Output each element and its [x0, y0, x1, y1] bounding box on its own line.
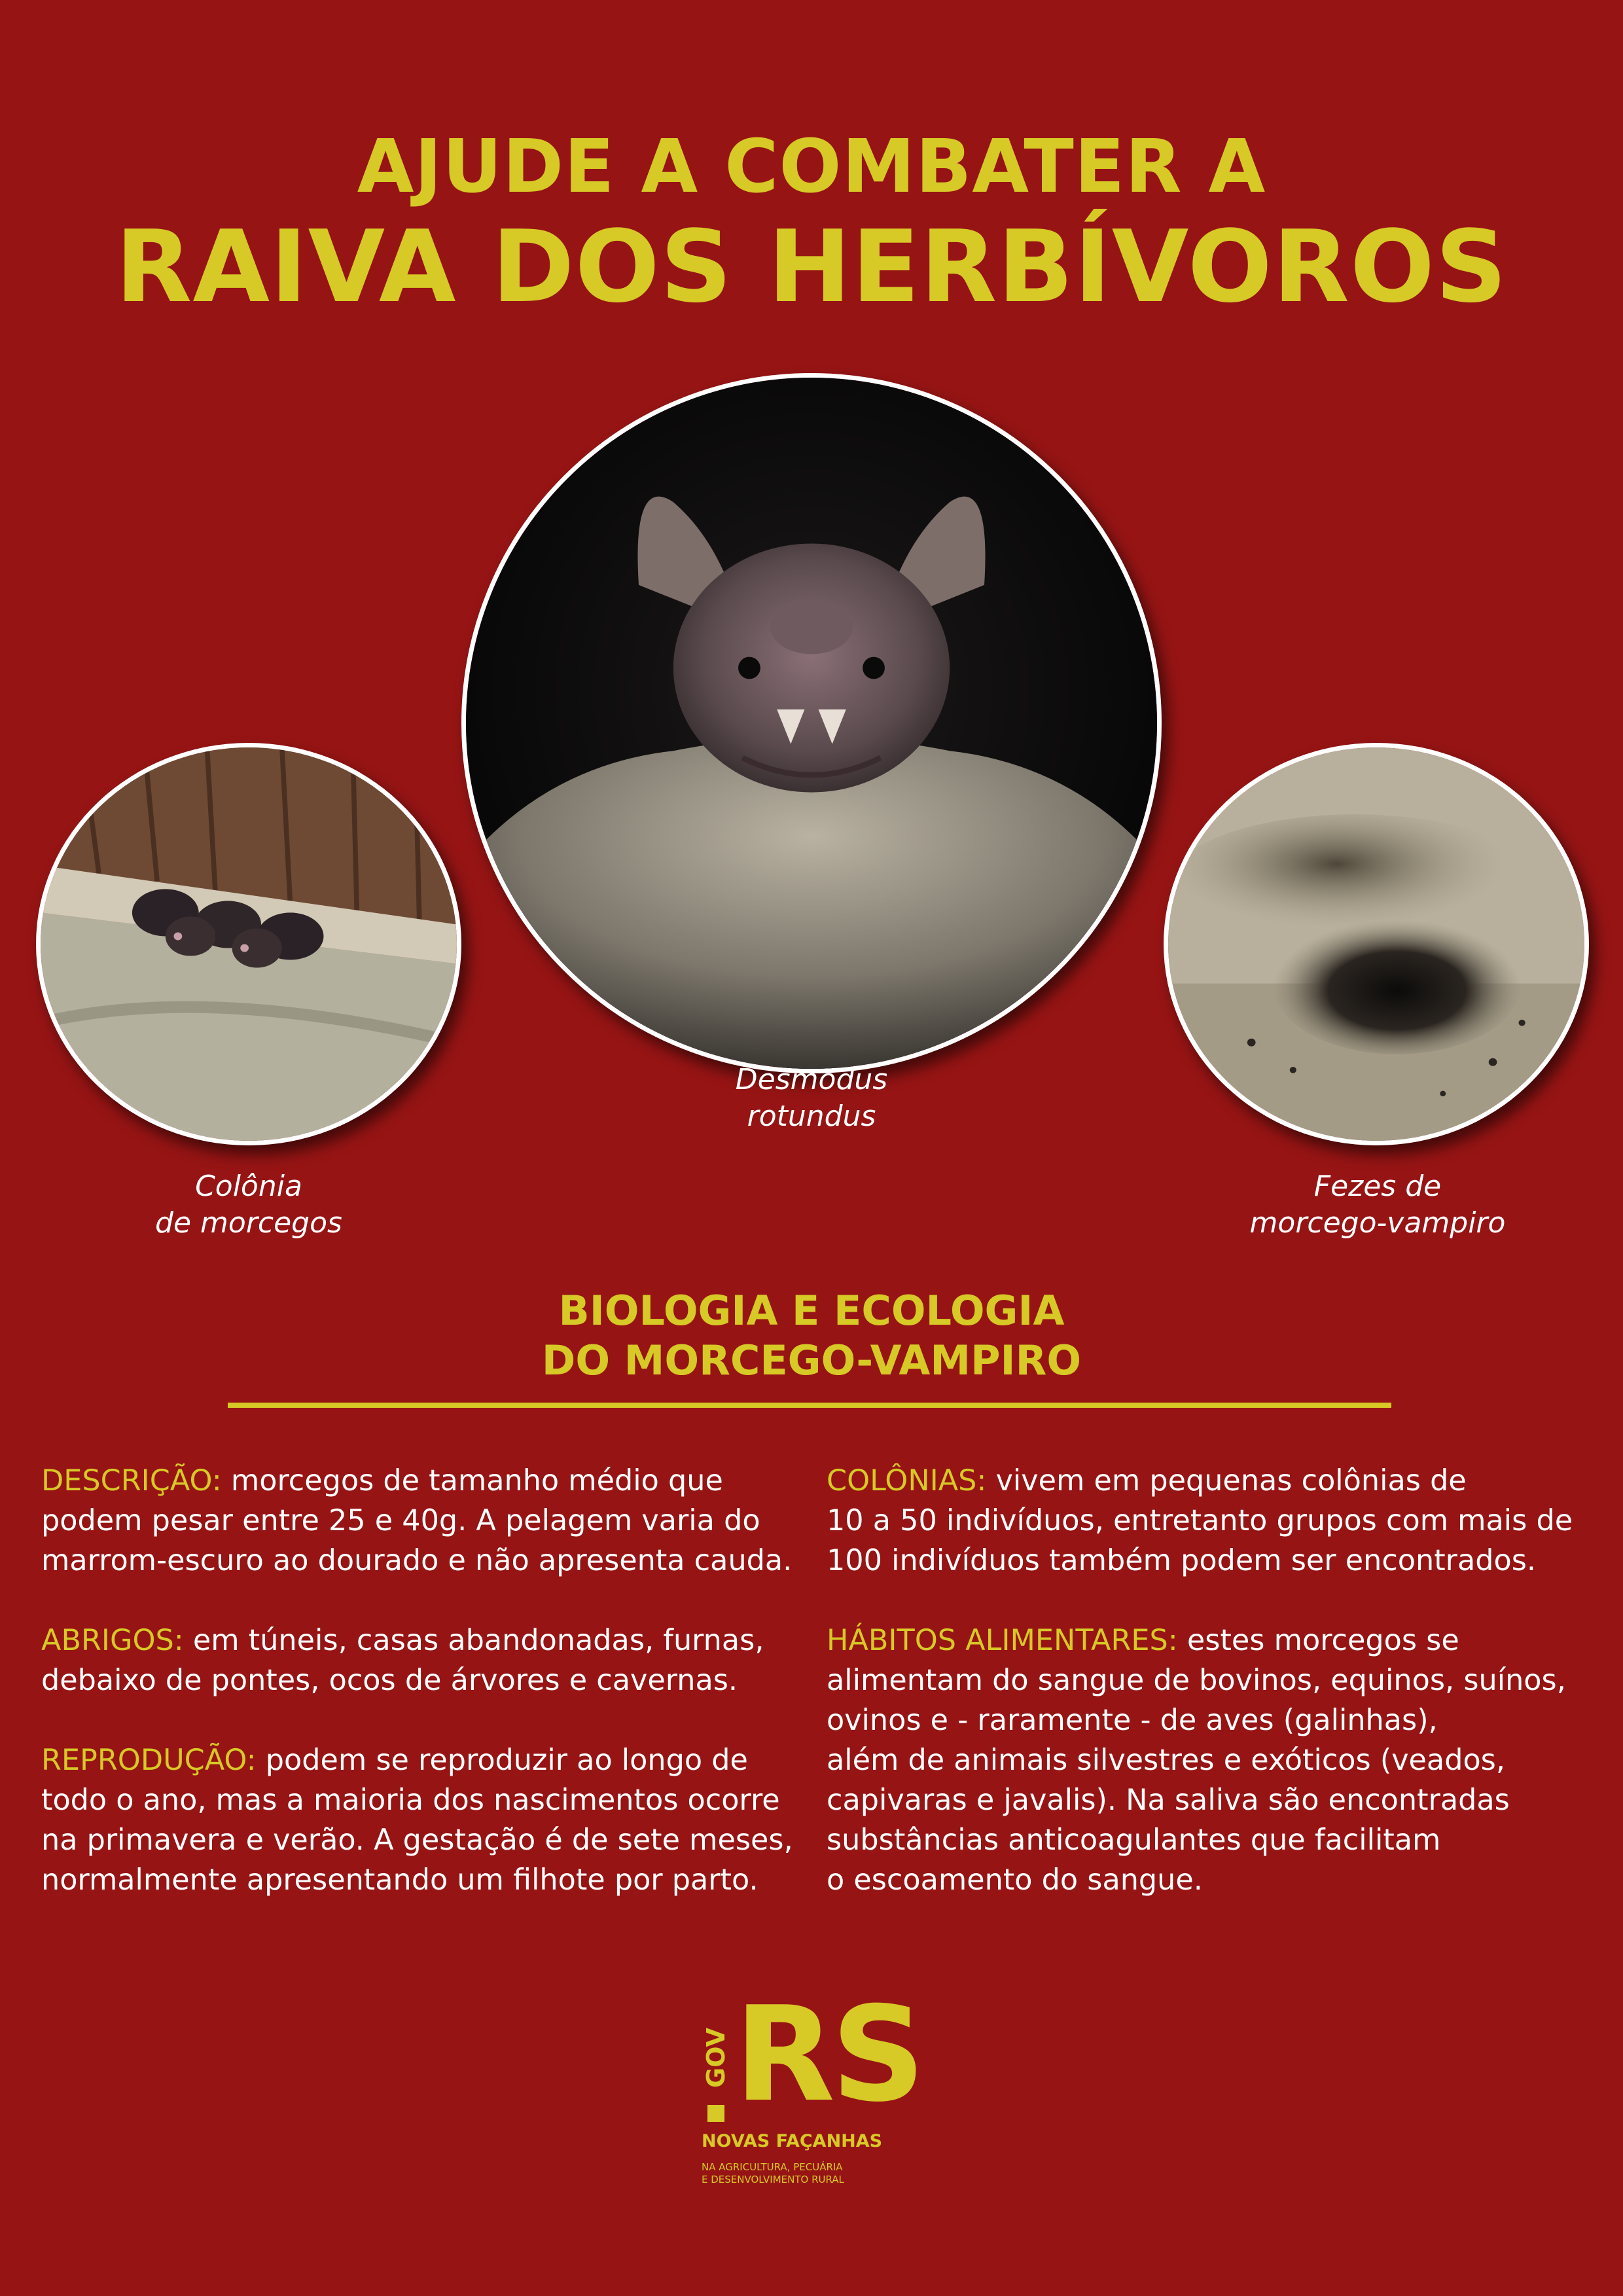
caption-line: rotundus [747, 1100, 876, 1133]
paragraph-text: podem se reproduzir ao longo de [256, 1744, 748, 1777]
paragraph-label: REPRODUÇÃO: [41, 1744, 257, 1777]
gov-rs-logo [702, 1979, 924, 2185]
logo-subtitle-line: E DESENVOLVIMENTO RURAL [702, 2174, 844, 2185]
paragraph-line: capivaras e javalis). Na saliva são encontradas [827, 1784, 1510, 1817]
paragraph-line: marrom-escuro ao dourado e não apresenta cauda. [41, 1544, 793, 1577]
caption-line: Colônia [195, 1170, 302, 1203]
paragraph-line: todo o ano, mas a maioria dos nascimentos ocorre [41, 1784, 780, 1817]
section-title [0, 1286, 1623, 1386]
paragraph-label: DESCRIÇÃO: [41, 1464, 222, 1498]
vampire-bat-caption [658, 1062, 965, 1135]
paragraph-label: ABRIGOS: [41, 1624, 184, 1657]
paragraph-line: debaixo de pontes, ocos de árvores e cavernas. [41, 1664, 738, 1697]
logo-gov-text: GOV [702, 2028, 730, 2088]
caption-line: de morcegos [155, 1206, 342, 1240]
paragraph-text: estes morcegos se [1177, 1624, 1459, 1657]
paragraph-line [41, 1621, 813, 1660]
paragraph-text: morcegos de tamanho médio que [221, 1464, 723, 1498]
paragraph-line [41, 1740, 813, 1780]
paragraph-line: o escoamento do sangue. [827, 1863, 1203, 1897]
left-column [41, 1461, 813, 1940]
caption-line: Fezes de [1313, 1170, 1442, 1203]
bat-colony-caption [85, 1168, 412, 1242]
title-line-1: AJUDE A COMBATER A [357, 124, 1266, 209]
paragraph-abrigos [41, 1621, 813, 1700]
paragraph-line: 100 indivíduos também podem ser encontrados. [827, 1544, 1537, 1577]
paragraph-label: HÁBITOS ALIMENTARES: [827, 1624, 1178, 1657]
paragraph-text: vivem em pequenas colônias de [986, 1464, 1467, 1498]
section-divider [228, 1403, 1391, 1408]
paragraph-line: alimentam do sangue de bovinos, equinos, suínos, [827, 1664, 1566, 1697]
paragraph-line: além de animais silvestres e exóticos (veados, [827, 1744, 1505, 1777]
paragraph-text: em túneis, casas abandonadas, furnas, [183, 1624, 764, 1657]
paragraph-line [827, 1461, 1599, 1501]
logo-subtitle [702, 2161, 924, 2186]
vampire-bat-photo [461, 373, 1162, 1073]
paragraph-line: ovinos e - raramente - de aves (galinhas), [827, 1704, 1438, 1737]
paragraph-reproducao [41, 1740, 813, 1900]
logo-tagline: NOVAS FAÇANHAS [702, 2131, 883, 2151]
logo-subtitle-line: NA AGRICULTURA, PECUÁRIA [702, 2161, 843, 2173]
section-title-line: DO MORCEGO-VAMPIRO [541, 1336, 1082, 1384]
paragraph-label: COLÔNIAS: [827, 1464, 987, 1498]
paragraph-line: substâncias anticoagulantes que facilitam [827, 1823, 1441, 1857]
paragraph-line [41, 1461, 813, 1501]
right-column [827, 1461, 1599, 1940]
vampire-bat-feces-caption [1185, 1168, 1571, 1242]
logo-rs-text: RS [734, 1979, 922, 2131]
caption-line: morcego-vampiro [1249, 1206, 1506, 1240]
bat-colony-photo [36, 743, 461, 1145]
section-title-line: BIOLOGIA E ECOLOGIA [558, 1287, 1065, 1335]
paragraph-line [827, 1621, 1599, 1660]
paragraph-line: normalmente apresentando um filhote por parto. [41, 1863, 758, 1897]
paragraph-line: podem pesar entre 25 e 40g. A pelagem varia do [41, 1504, 760, 1537]
vampire-bat-feces-photo [1164, 743, 1589, 1145]
paragraph-line: 10 a 50 indivíduos, entretanto grupos com mais de [827, 1504, 1573, 1537]
paragraph-colonias [827, 1461, 1599, 1581]
caption-line: Desmodus [735, 1063, 888, 1096]
logo-gov-mark [702, 2007, 730, 2125]
title-line-2: RAIVA DOS HERBÍVOROS [115, 209, 1508, 325]
logo-dot [707, 2105, 724, 2122]
paragraph-habitos [827, 1621, 1599, 1900]
paragraph-line: na primavera e verão. A gestação é de sete meses, [41, 1823, 793, 1857]
paragraph-descricao [41, 1461, 813, 1581]
